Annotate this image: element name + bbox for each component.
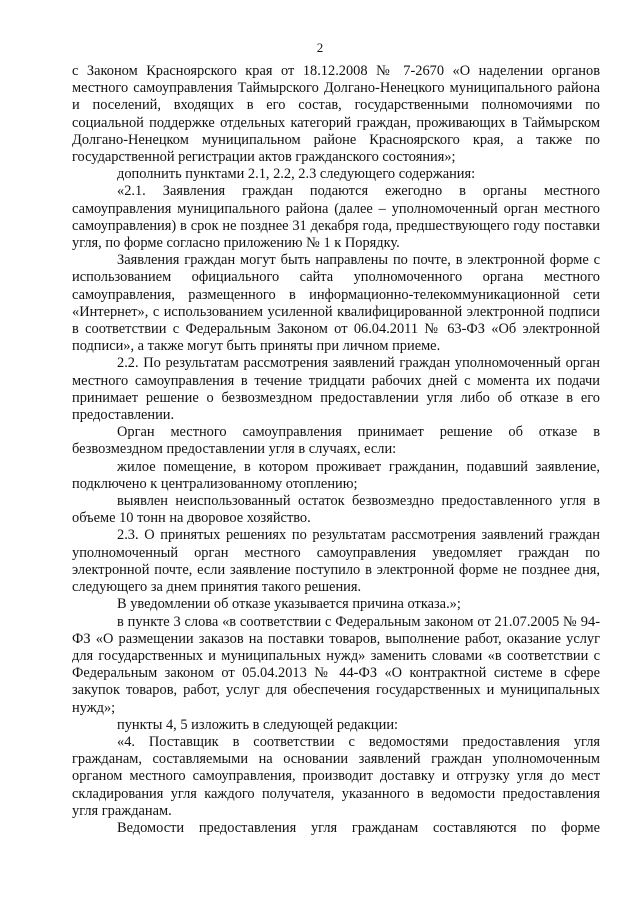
document-body	[72, 63, 600, 837]
page-number: 2	[316, 40, 324, 55]
paragraph: Орган местного самоуправления принимает решение об отказе в безвозмездном предоставлении угля в случаях, если:	[72, 424, 600, 458]
paragraph: в пункте 3 слова «в соответствии с Федеральным законом от 21.07.2005 № 94-ФЗ «О размещении заказов на поставки товаров, выполнение работ, оказание услуг для государственных и муниципальных нужд» заменить словами «в соответствии с Федеральным законом от 05.04.2013 № 44-ФЗ «О контрактной системе в сфере закупок товаров, работ, услуг для обеспечения государственных и муниципальных нужд»;	[72, 613, 600, 716]
paragraph: выявлен неиспользованный остаток безвозмездно предоставленного угля в объеме 10 тонн на дворовое хозяйство.	[72, 493, 600, 527]
paragraph: 2.3. О принятых решениях по результатам рассмотрения заявлений граждан уполномоченный орган местного самоуправления уведомляет граждан по электронной почте, если заявление поступило в электронной форме не позднее дня, следующего за днем принятия такого решения.	[72, 527, 600, 596]
paragraph: пункты 4, 5 изложить в следующей редакции:	[117, 716, 399, 733]
paragraph: «2.1. Заявления граждан подаются ежегодно в органы местного самоуправления муниципального района (далее – уполномоченный орган местного самоуправления) в срок не позднее 31 декабря года, предшествующего году поставки угля, по форме согласно приложению № 1 к Порядку.	[72, 183, 600, 252]
paragraph: Ведомости предоставления угля гражданам составляются по форме	[117, 819, 600, 836]
paragraph: В уведомлении об отказе указывается причина отказа.»;	[117, 596, 461, 613]
paragraph: «4. Поставщик в соответствии с ведомостями предоставления угля гражданам, составляемыми на основании заявлений граждан уполномоченным органом местного самоуправления, производит доставку и отгрузку угля до мест складирования угля каждого получателя, указанного в ведомости предоставления угля гражданам.	[72, 733, 600, 819]
paragraph: жилое помещение, в котором проживает гражданин, подавший заявление, подключено к централизованному отоплению;	[72, 458, 600, 492]
paragraph: 2.2. По результатам рассмотрения заявлений граждан уполномоченный орган местного самоуправления в течение тридцати рабочих дней с момента их подачи принимает решение о безвозмездном предоставлении угля либо об отказе в его предоставлении.	[72, 355, 600, 424]
paragraph: дополнить пунктами 2.1, 2.2, 2.3 следующего содержания:	[117, 166, 476, 183]
paragraph: с Законом Красноярского края от 18.12.2008 № 7-2670 «О наделении органов местного самоуправления Таймырского Долгано-Ненецкого муниципального района и поселений, входящих в его состав, государственными полномочиями по социальной поддержке отдельных категорий граждан, проживающих в Таймырском Долгано-Ненецком муниципальном районе Красноярского края, а также по государственной регистрации актов гражданского состояния»;	[72, 63, 600, 166]
paragraph: Заявления граждан могут быть направлены по почте, в электронной форме с использованием официального сайта уполномоченного органа местного самоуправления, размещенного в информационно-телекоммуникационной сети «Интернет», с использованием усиленной квалифицированной электронной подписи в соответствии с Федеральным Законом от 06.04.2011 № 63-ФЗ «Об электронной подписи», а также могут быть приняты при личном приеме.	[72, 252, 600, 355]
